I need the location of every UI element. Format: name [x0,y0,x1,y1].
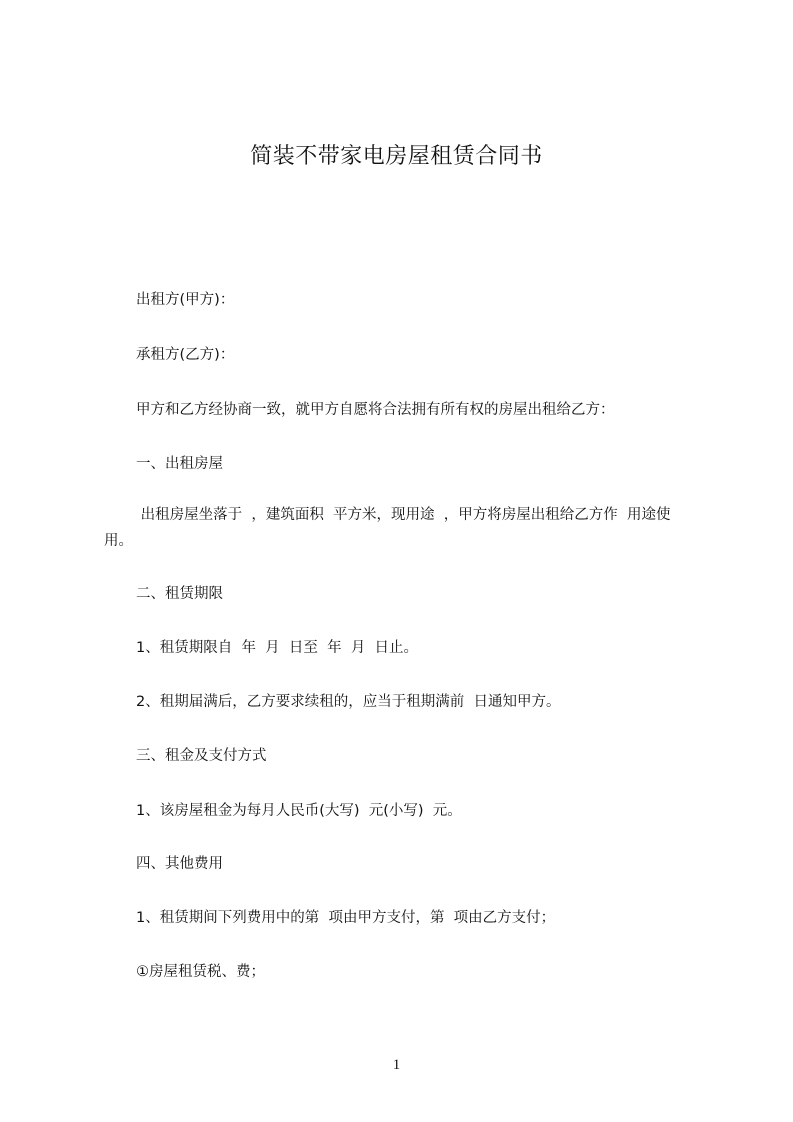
list-item-rental-tax: ①房屋租赁税、费； [136,964,265,980]
paragraph-agreement: 甲方和乙方经协商一致，就甲方自愿将合法拥有所有权的房屋出租给乙方： [136,402,615,418]
paragraph-lessor: 出租方(甲方)： [136,292,235,308]
paragraph-property-location: 出租房屋坐落于 ，建筑面积 平方米，现用途 ，甲方将房屋出租给乙方作 用途使用。 [104,507,671,549]
section-heading-rental-property: 一、出租房屋 [136,456,223,472]
document-title: 简装不带家电房屋租赁合同书 [250,144,543,169]
paragraph-monthly-rent: 1、该房屋租金为每月人民币(大写) 元(小写) 元。 [136,803,462,819]
paragraph-renewal-notice: 2、租期届满后，乙方要求续租的，应当于租期满前 日通知甲方。 [136,694,561,710]
section-heading-other-fees: 四、其他费用 [136,856,223,872]
paragraph-lease-period: 1、租赁期限自 年 月 日至 年 月 日止。 [136,640,419,656]
page-number: 1 [392,1057,401,1073]
paragraph-fee-allocation: 1、租赁期间下列费用中的第 项由甲方支付，第 项由乙方支付； [136,910,556,926]
paragraph-lessee: 承租方(乙方)： [136,347,235,363]
section-heading-lease-term: 二、租赁期限 [136,586,223,602]
section-heading-rent-payment: 三、租金及支付方式 [136,748,267,764]
